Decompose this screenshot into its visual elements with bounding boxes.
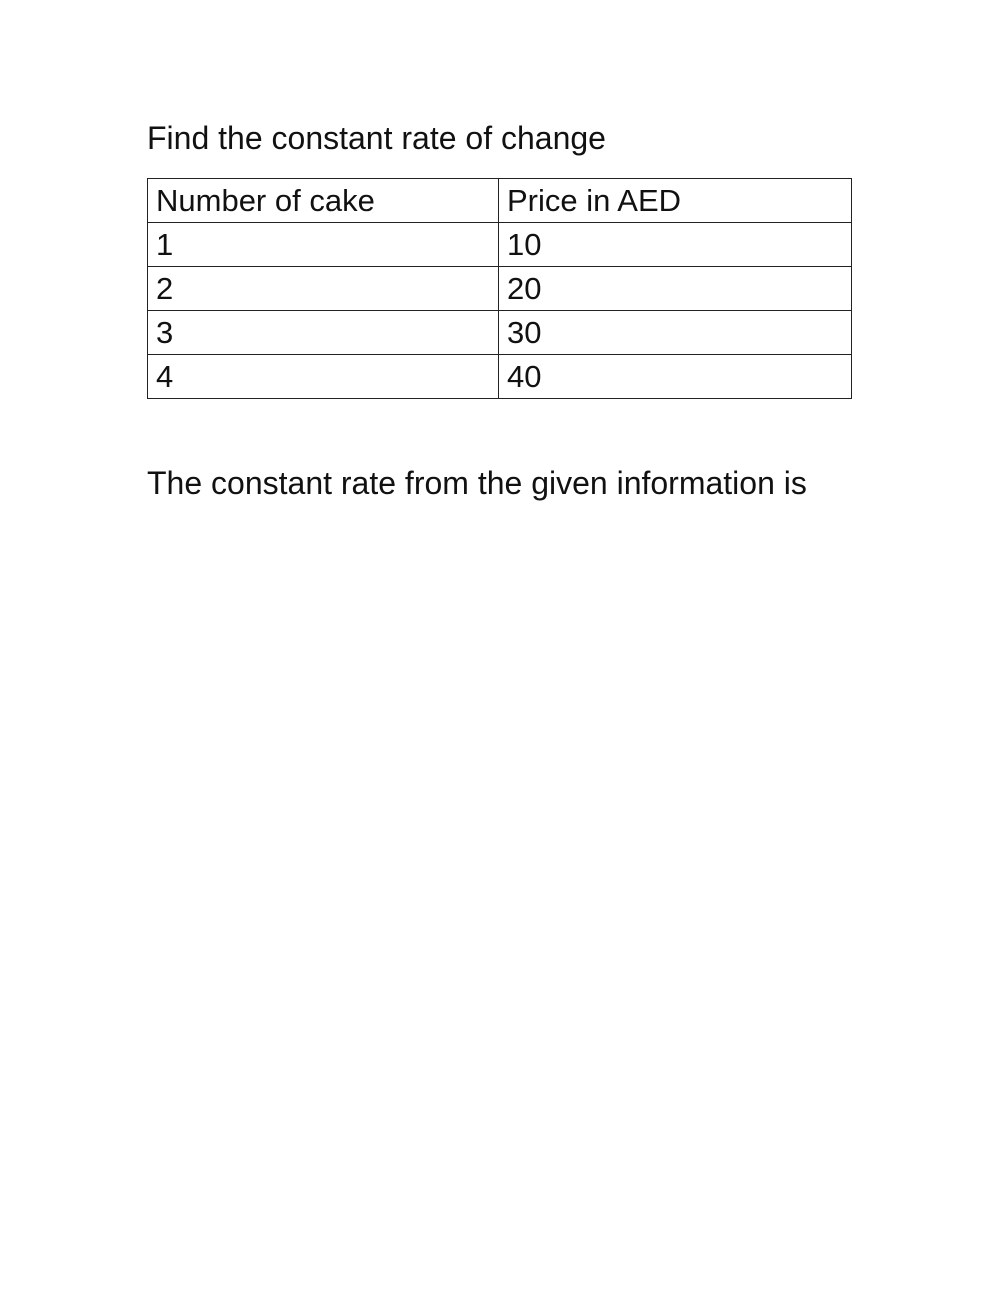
cake-count-cell: 1 [148,223,499,267]
price-cell: 30 [499,311,852,355]
table-row [148,267,852,311]
cake-count-cell: 4 [148,355,499,399]
cake-price-table [147,178,852,399]
cake-count-cell: 2 [148,267,499,311]
table-row [148,223,852,267]
worksheet-heading: Find the constant rate of change [147,120,606,156]
cake-count-cell: 3 [148,311,499,355]
table-row [148,355,852,399]
answer-statement: The constant rate from the given information is [147,465,807,501]
price-cell: 10 [499,223,852,267]
price-cell: 20 [499,267,852,311]
table-header-row [148,179,852,223]
column-header-price-in-aed: Price in AED [499,179,852,223]
column-header-number-of-cake: Number of cake [148,179,499,223]
table-row [148,311,852,355]
price-cell: 40 [499,355,852,399]
